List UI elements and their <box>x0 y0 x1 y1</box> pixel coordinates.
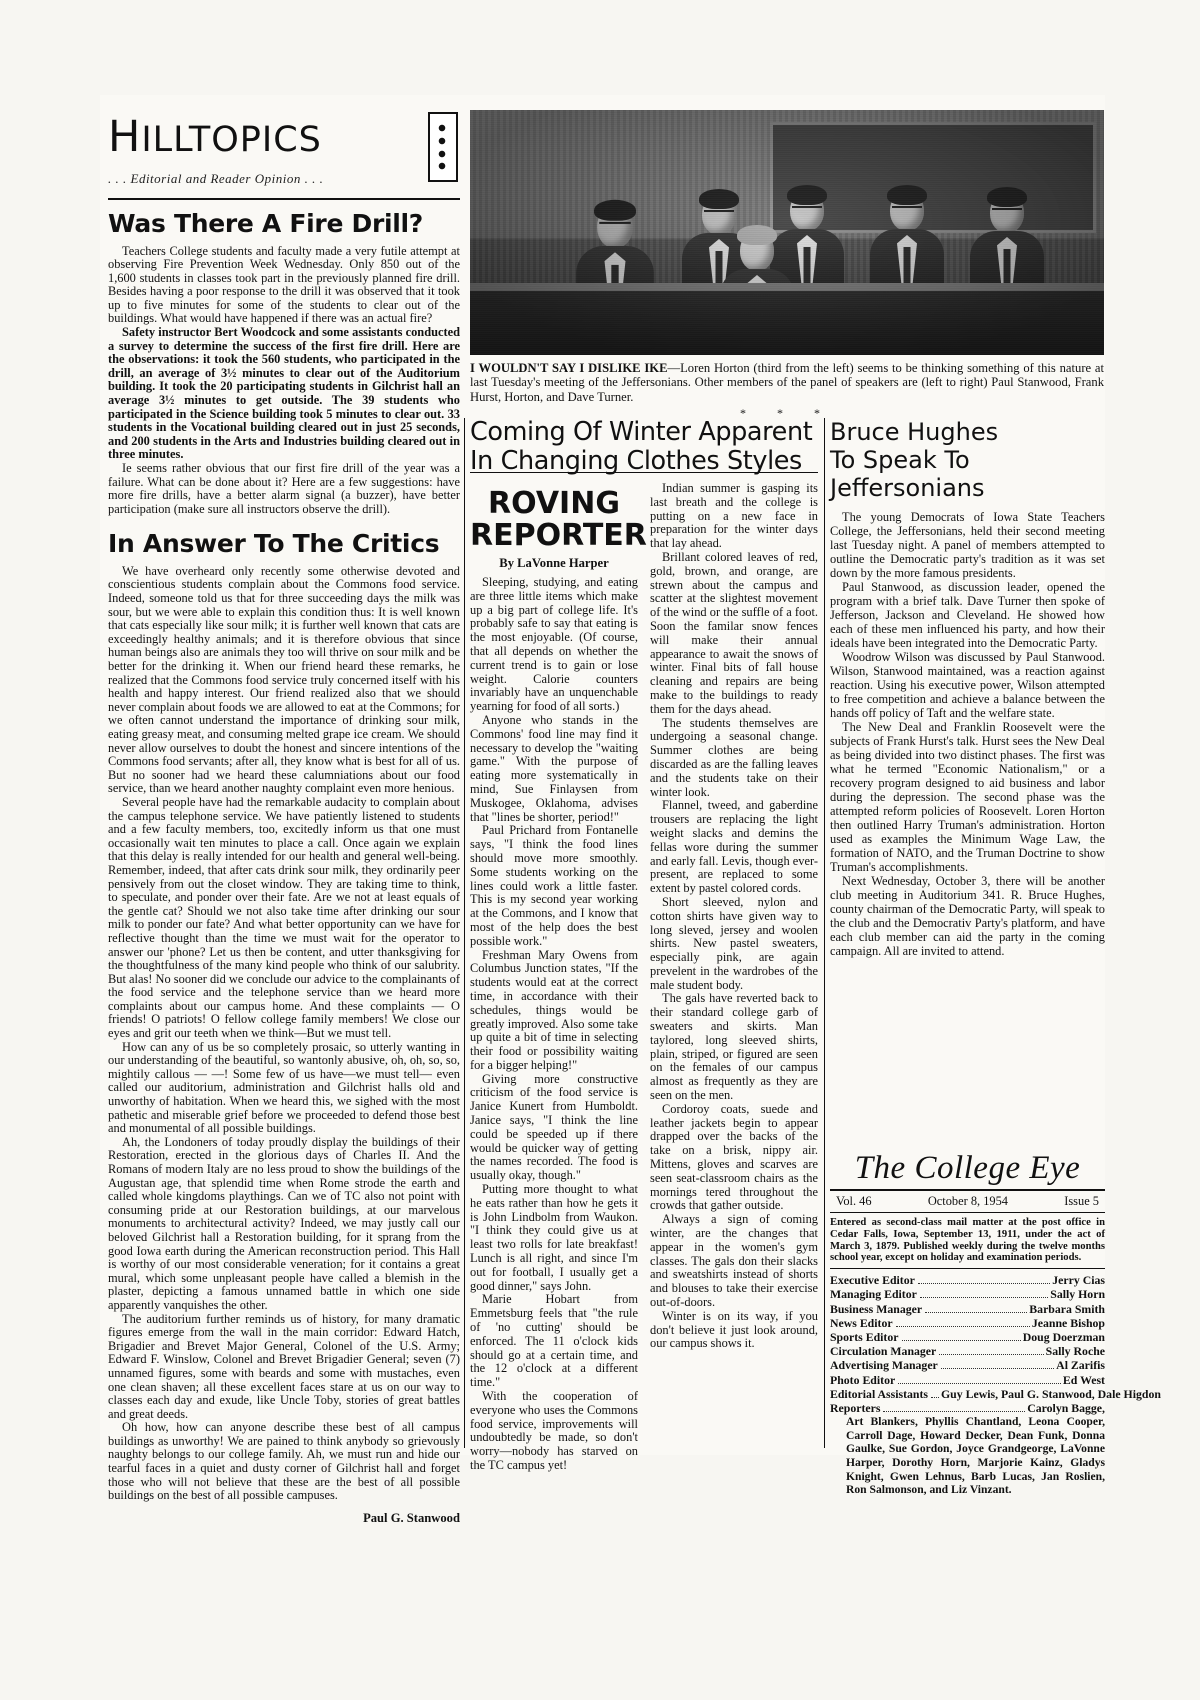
staff-row <box>830 1401 1105 1415</box>
photo-caption-lead: I WOULDN'T SAY I DISLIKE IKE <box>470 361 668 375</box>
staff-role: Circulation Manager <box>830 1344 937 1359</box>
entered-notice: Entered as second-class mail matter at the post office in Cedar Falls, Iowa, September 13, 1911, under the act of March 3, 1879. Published weekly during the twelve months school year, except on holiday and examination periods. <box>830 1213 1105 1269</box>
article-headline-fire-drill: Was There A Fire Drill? <box>108 209 424 238</box>
roving-title-line-1: ROVING <box>488 486 620 521</box>
paragraph: Short sleeved, nylon and cotton shirts have given way to long sleved, jersey and woolen shirts. New pastel sweaters, especially pink, are again prevelent in the wardrobes of the male student body. <box>650 894 818 992</box>
photo-vignette <box>470 110 1104 355</box>
staff-name: Carolyn Bagge, <box>1027 1401 1105 1416</box>
middle-column <box>470 418 818 1473</box>
staff-row <box>830 1330 1105 1344</box>
article-byline: Paul G. Stanwood <box>363 1510 460 1525</box>
paragraph: We have overheard only recently some otherwise devoted and conscientious students complain about the Commons food service. Indeed, someone told us that for three succeeding days the milk was sour, but we were able to explain this condition thus: It is well known that cats especially like sour milk; it is further well known that cats are exceedingly healthy animals; and it is therefore obvious that since human beings also are animals they too will thrive on sour milk and be better for the drinking it. When our friend heard these remarks, he realized that the Commons food service truly concerned itself with his health and happy interest. Our friend realized also that we should never complain about foods we are allowed to eat at the Commons; for we often cannot understand the importance of drinking sour milk, eating greasy meat, and consuming melted grape ice cream. We should never allow ourselves to doubt the honest and sincere intentions of the Commons food servants; after all, they know what is best for all of us. But no sooner had we heard these calumniations about our food service, than we heard another naughty complaint even more henious. <box>108 563 460 796</box>
staff-name: Jeanne Bishop <box>1031 1315 1105 1330</box>
staff-role: Business Manager <box>830 1301 923 1316</box>
roving-reporter-byline: By LaVonne Harper <box>499 556 609 570</box>
staff-role: Editorial Assistants <box>830 1386 928 1401</box>
staff-name: Ed West <box>1062 1372 1105 1387</box>
paragraph: Putting more thought to what he eats rather than how he gets it is John Lindbolm from Waukon. "I think they could give us at least two rolls for late breakfast! Lunch is all right, and since I'm out for football, I usually get a good dinner," says John. <box>470 1182 638 1293</box>
staff-list <box>830 1269 1161 1497</box>
leader-dots <box>920 1297 1048 1298</box>
roving-reporter-column <box>470 482 647 1473</box>
staff-name: Doug Doerzman <box>1022 1330 1105 1344</box>
roving-title-line-2: REPORTER <box>470 518 647 553</box>
leader-dots <box>902 1340 1021 1341</box>
section-divider-stars: * * * <box>740 406 834 421</box>
paragraph: The auditorium further reminds us of history, for many dramatic figures emerge from the wall in the main corridor: Edward Hatch, Brigadier and Brevet Major General, Colonel of the U.S. Army; Edward F. Winslow, Colonel and Brevet Brigadier General; seven (7) unnamed figures, some with beards and some with mustaches, even one clean shaven; all these excellent faces stare at us on our way to classes each day and exude, like Uncle Toby, stories of great battles and great deeds. <box>108 1311 460 1421</box>
paragraph: Paul Prichard from Fontanelle says, "I think the food lines should move more smoothly. Some students working on the lines could work a little faster. This is my second year working at the Commons, and I know that most of the help does the best possible work." <box>470 823 638 948</box>
hilltopics-masthead <box>108 110 460 200</box>
paragraph: Several people have had the remarkable audacity to complain about the campus telephone service. We have patiently listened to students and a few faculty members, too, excitedly inform us that one must occasionally wait ten minutes to place a call. Once again we explain that this delay is really intended for our health and general well-being. Remember, indeed, that after cats drink sour milk, they ordinarily peer pensively from out the closet window. They are taking time to think, to speculate, and ponder over their fate. Are we not at least equals of the gentle cat? Should we not also take time after drinking our sour milk to ponder our fate? And what better opportunity can we have for reflective thought than the time we must wait for the operator to answer our 'phone? Let us then be content, and utter thanksgiving for the thoughtfulness of the many kind people who think of our salubrity. But alas! No sooner did we conclude our advice to the complainants of the food service and the telephone service than we heard more complaints about our campus home. And these complaints — O friends! O patriots! O fellow college family members! We close our eyes and grit our teeth when we think—But we must tell. <box>108 794 460 1041</box>
nameplate-date: October 8, 1954 <box>927 1194 1008 1208</box>
nameplate-volume-line <box>830 1189 1105 1213</box>
winter-styles-column <box>650 482 818 1473</box>
staff-row <box>830 1386 1161 1401</box>
headline-bruce-hughes <box>830 418 1105 502</box>
staff-role: Executive Editor <box>830 1273 915 1288</box>
paragraph: With the cooperation of everyone who uses the Commons food service, improvements will undoubtedly be made, so don't worry—nobody has starved on the TC campus yet! <box>470 1389 638 1472</box>
paragraph: The New Deal and Franklin Roosevelt were the subjects of Frank Hurst's talk. Hurst sees the New Deal as being divided into two distinct phases. The first was what he termed "Economic Nationalism," or a recovery program designed to aid business and labor during the depression. The second phase was the attempted reform policies of Roosevelt. Loren Horton then outlined Harry Truman's administration. Horton used as examples the Minimum Wage Law, the formation of NATO, and the Truman Doctrine to show Truman's accomplishments. <box>830 720 1105 874</box>
headline-line-3: Jeffersonians <box>830 474 985 502</box>
leader-dots <box>898 1383 1061 1384</box>
article-headline-in-answer-to-the-critics: In Answer To The Critics <box>108 529 440 559</box>
paragraph: Oh how, how can anyone describe these best of all campus buildings as unworthy! We are pained to think anybody so grievously naughty belongs to our college family. Ah, we must run and hide our tearful faces in a quiet and dusty corner of Gilchrist hall and forget those who will not believe that these are the best of all possible buildings on the best of all possible campuses. <box>108 1420 460 1503</box>
headline-line-1: Coming Of Winter Apparent <box>470 417 813 447</box>
leader-dots <box>941 1368 1054 1369</box>
staff-row <box>830 1316 1105 1330</box>
staff-name: Jerry Cias <box>1052 1273 1105 1288</box>
staff-row <box>830 1358 1105 1372</box>
staff-row <box>830 1273 1105 1287</box>
roving-reporter-title <box>470 486 647 553</box>
staff-name: Sally Horn <box>1050 1287 1105 1302</box>
paragraph: Freshman Mary Owens from Columbus Junction states, "If the students would eat at the correct time, in accordance with their schedules, things would be greatly improved. Also some take up quite a bit of time in selecting their food or possibility waiting for a bigger helping!" <box>470 947 638 1072</box>
photo-block <box>470 110 1104 421</box>
masthead-subtitle: . . . Editorial and Reader Opinion . . . <box>108 171 324 186</box>
masthead-title-cap: H <box>108 112 142 162</box>
staff-row <box>830 1302 1105 1316</box>
staff-name: Sally Roche <box>1045 1344 1105 1359</box>
staff-role: News Editor <box>830 1315 893 1330</box>
masthead-title <box>108 110 460 162</box>
masthead-title-rest: ILLTOPICS <box>141 120 322 160</box>
paragraph: Teachers College students and faculty made a very futile attempt at observing Fire Prevention Week Wednesday. Only 850 out of the 1,600 students in classes took part in the previously planned fire drill. Besides having a poor response to the drill it was observed that it took up to five minutes for some of the students to clear out of the buildings. What would have happened if there was an actual fire? <box>108 243 460 326</box>
paragraph: Woodrow Wilson was discussed by Paul Stanwood. Wilson, Stanwood maintained, was a reaction against reaction. Using his executive power, Wilson attempted to free competition and achieve a balance between the hands off policy of Taft and the welfare state. <box>830 650 1105 720</box>
leader-dots <box>931 1397 939 1398</box>
nameplate-issue: Issue 5 <box>1064 1194 1099 1208</box>
headline-line-1: Bruce Hughes <box>830 418 999 446</box>
article-body-jeffersonians <box>830 510 1105 958</box>
headline-coming-of-winter <box>470 418 818 476</box>
left-column <box>108 110 460 1526</box>
staff-role: Sports Editor <box>830 1330 899 1344</box>
leader-dots <box>896 1326 1030 1327</box>
paragraph: Winter is on its way, if you don't believe it just look around, our campus shows it. <box>650 1308 818 1351</box>
paragraph: How can any of us be so completely prosaic, so utterly wanting in our understanding of the beautiful, so wantonly abusive, oh, oh, so, so, mightily callous — —! Some few of us have—we must tell— even called our auditorium, administration and Gilchrist halls old and unworthy of habitation. When we heard this, we sighed with the most pathetic and miserable grief before we proceeded to defend those best and monumental of all possible buildings. <box>108 1039 460 1136</box>
staff-row <box>830 1373 1105 1387</box>
leader-dots <box>918 1283 1050 1284</box>
headline-line-2: In Changing Clothes Styles <box>470 446 802 476</box>
panel-discussion-photo <box>470 110 1104 355</box>
paragraph: Sleeping, studying, and eating are three little items which make up a big part of college life. It's probably safe to say that eating is the most enjoyable. (Of course, that all depends on whether the current trend is to gain or lose weight. Calorie counters invariably have an unquenchable yearning for food of all sorts.) <box>470 575 638 714</box>
middle-column-columns <box>470 482 818 1473</box>
staff-row <box>830 1344 1105 1358</box>
paragraph: The gals have reverted back to their standard college garb of sweaters and skirts. Man taylored, long sleeved shirts, plain, striped, or figured are seen on the females of our campus almost as frequently as they are seen on the men. <box>650 991 818 1103</box>
column-rule-right <box>824 418 825 1448</box>
headline-line-2: To Speak To <box>830 446 970 474</box>
leader-dots <box>925 1312 1027 1313</box>
leader-dots <box>939 1354 1043 1355</box>
leader-dots <box>883 1411 1025 1412</box>
photo-caption-rest: —Loren Horton (third from the left) seems to be thinking something of this nature at last Tuesday's meeting of the Jeffersonians. Other members of the panel of speakers are (left to right) Paul Stanwood, Frank Hurst, Horton, and Dave Turner. <box>470 361 1104 404</box>
staff-role: Managing Editor <box>830 1287 917 1302</box>
paragraph: Marie Hobart from Emmetsburg feels that "the rule of 'no cutting' should be enforced. The 11 o'clock kids should go at a certain time, and the 12 o'clock at a different time." <box>470 1292 638 1390</box>
paragraph: The young Democrats of Iowa State Teachers College, the Jeffersonians, held their second meeting last Tuesday night. A panel of members attempted to outline the Democratic party's tradition as it was set down by the more famous presidents. <box>830 510 1105 580</box>
paragraph: Indian summer is gasping its last breath and the college is putting on a new face in preparation for the winter days that lay ahead. <box>650 481 818 551</box>
staff-role: Photo Editor <box>830 1372 896 1387</box>
staff-name: Guy Lewis, Paul G. Stanwood, Dale Higdon <box>941 1386 1161 1401</box>
paragraph: Ah, the Londoners of today proudly display the buildings of their Restoration, erected in the glorious days of Charles II. And the Romans of modern Italy are no less proud to show the buildings of the Augustan age, that splendid time when Rome strode the earth and called whole kingdoms playthings. Can we of TC also not point with consuming pride at our Restoration buildings, at our marvelous monuments to architectural activity? Indeed, we may justly call our beloved Gilchrist hall a Restoration building, for it sprang from the good Iowa earth during the American reconstruction period. This Hall is worthy of our most considerable veneration; for it contains a great mural, which some unpleasant people have called a blemish in the plaster, depicting a famous unnamed battle in which one side apparently vanquishes the other. <box>108 1134 460 1312</box>
nameplate-volume: Vol. 46 <box>836 1194 872 1208</box>
staff-role: Advertising Manager <box>830 1358 938 1373</box>
staff-name: Barbara Smith <box>1029 1301 1105 1316</box>
paragraph: Anyone who stands in the Commons' food line may find it necessary to develop the "waiting game." With the purpose of eating more systematically in mind, Sue Finlaysen from Muskogee, Oklahoma, advises that "lines be shorter, period!" <box>470 712 638 824</box>
staff-name: Al Zarifis <box>1056 1358 1105 1373</box>
paragraph: The students themselves are undergoing a seasonal change. Summer clothes are being discarded as are the falling leaves and the students take on their winter look. <box>650 715 818 799</box>
paragraph: Brillant colored leaves of red, gold, brown, and orange, are strewn about the campus and scatter at the slightest movement of the wind or the suffle of a foot. Soon the familar snow fences will make their annual appearance to await the snows of winter. Final bits of fall house cleaning and repairs are being make to the buildings to ready them for the days ahead. <box>650 549 818 716</box>
article-body-in-answer-to-the-critics <box>108 565 460 1526</box>
paragraph: Next Wednesday, October 3, there will be another club meeting in Auditorium 341. R. Bruce Hughes, county chairman of the Democratic Party, will speak to the club and the Democrativ Party's platform, and have each club member can aid the party in the coming campaign. All are invited to attend. <box>830 874 1105 958</box>
article-body-fire-drill <box>108 245 460 517</box>
paragraph: Ie seems rather obvious that our first fire drill of the year was a failure. What can be done about it? Here are a few suggestions: have more fire drills, have a better alarm signal (a buzzer), have better participation (make sure all instructors observe the drill). <box>108 461 460 516</box>
paragraph: Giving more constructive criticism of the food service is Janice Kunert from Humboldt. Janice says, "I think the line could be speeded up if there would be quicker way of getting the names recorded. The food is usually okay, though." <box>470 1071 638 1183</box>
staff-role: Reporters <box>830 1401 881 1416</box>
photo-caption <box>470 361 1104 404</box>
paragraph: Cordoroy coats, suede and leather jackets begin to appear drapped over the backs of the take on a brisk, nippy air. Mittens, gloves and scarves are seen seat-classroom chairs as the mornings tered throughout the crowds that gather outside. <box>650 1101 818 1213</box>
paragraph: Always a sign of coming winter, are the changes that appear in the women's gym classes. The gals don their slacks and sweatshirts instead of shorts and blouses to take their exercise out-of-doors. <box>650 1212 818 1310</box>
college-eye-nameplate <box>830 1150 1161 1497</box>
nameplate-title: The College Eye <box>854 1150 1081 1186</box>
paragraph: Flannel, tweed, and gaberdine trousers are replacing the light weight slacks and demins the fellas wore during the summer and early fall. Levis, though ever-present, are replaced to some extent by pastel colored cords. <box>650 798 818 896</box>
right-column <box>830 418 1105 958</box>
flag-ornament-icon <box>428 112 458 182</box>
column-rule-left <box>464 418 465 1448</box>
paragraph: Safety instructor Bert Woodcock and some assistants conducted a survey to determine the success of the first fire drill. Here are the observations: it took the 560 students, who participated in the drill, an average of 3½ minutes to clear out of the Auditorium building. It took the 20 participating students in Gilchrist hall an average 3½ minutes to get outside. The 39 students who participated in the Science building took 5 minutes to clear out. 33 students in the Vocational building cleared out in just 25 seconds, and 200 students in the Arts and Industries building cleared out in three minutes. <box>108 325 460 462</box>
staff-row <box>830 1287 1105 1301</box>
reporters-list: Art Blankers, Phyllis Chantland, Leona Cooper, Carroll Dage, Howard Decker, Dean Funk, Donna Gaulke, Sue Gordon, Joyce Grandgeorge, LaVonne Harper, Dorothy Horn, Marjorie Kainz, Gladys Knight, Gwen Lehnus, Barb Lucas, Jan Roslien, Ron Salmonson, and Liz Vinzant. <box>846 1415 1105 1497</box>
paragraph: Paul Stanwood, as discussion leader, opened the program with a brief talk. Dave Turner then spoke of Jefferson, Jackson and Cleveland. He showed how each of these men influenced his party, and how their ideals have been integrated into the Democratic Party. <box>830 580 1105 650</box>
